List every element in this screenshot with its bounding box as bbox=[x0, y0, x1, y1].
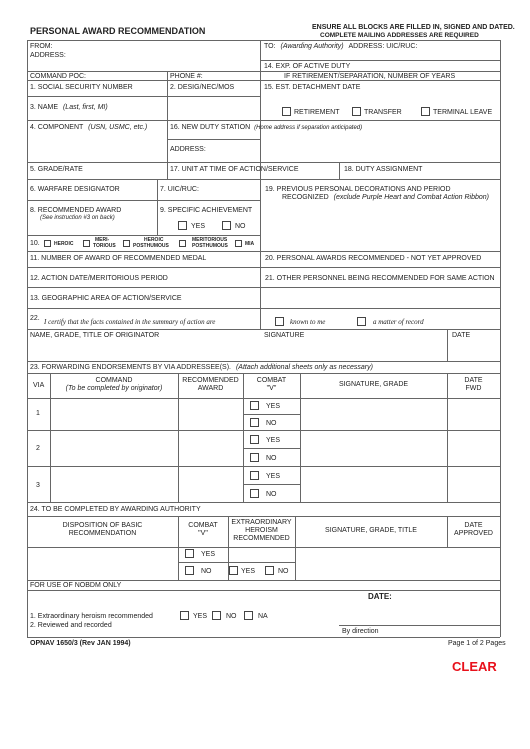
heroic-checkbox[interactable] bbox=[44, 240, 51, 247]
via-number: 2 bbox=[36, 445, 40, 452]
new-duty-address-label: ADDRESS: bbox=[170, 146, 206, 153]
col-recommended: RECOMMENDED bbox=[182, 377, 239, 384]
extraordinary-no-checkbox[interactable] bbox=[265, 566, 274, 575]
geographic-area-label: 13. GEOGRAPHIC AREA OF ACTION/SERVICE bbox=[30, 295, 182, 302]
command-poc-field[interactable] bbox=[84, 72, 166, 79]
mia-label: MIA bbox=[245, 241, 255, 247]
nobdm-na-checkbox[interactable] bbox=[244, 611, 253, 620]
heroic-posthumous-checkbox[interactable] bbox=[123, 240, 130, 247]
authority-combat-no-checkbox[interactable] bbox=[185, 566, 194, 575]
via-number: 3 bbox=[36, 482, 40, 489]
other-personnel-label: 21. OTHER PERSONNEL BEING RECOMMENDED FOR SAME ACTION bbox=[265, 275, 495, 282]
desig-label: 2. DESIG/NEC/MOS bbox=[170, 84, 235, 91]
via2-no-label: NO bbox=[266, 455, 277, 462]
nobdm-no-label: NO bbox=[226, 613, 237, 620]
nobdm-na-label: NA bbox=[258, 613, 268, 620]
via1-yes-checkbox[interactable] bbox=[250, 401, 259, 410]
via3-no-label: NO bbox=[266, 491, 277, 498]
col-combat: COMBAT bbox=[256, 377, 287, 384]
achievement-yes-checkbox[interactable] bbox=[178, 221, 187, 230]
extraordinary-no-label: NO bbox=[278, 568, 289, 575]
command-poc-label: COMMAND POC: bbox=[30, 73, 86, 80]
mia-checkbox[interactable] bbox=[235, 240, 242, 247]
to-field[interactable] bbox=[262, 51, 498, 59]
authority-signature-label: SIGNATURE, GRADE, TITLE bbox=[325, 527, 417, 534]
name-label: 3. NAME (Last, first, MI) bbox=[30, 104, 108, 111]
ssn-label: 1. SOCIAL SECURITY NUMBER bbox=[30, 84, 133, 91]
form-title: PERSONAL AWARD RECOMMENDATION bbox=[30, 26, 206, 36]
achievement-no-checkbox[interactable] bbox=[222, 221, 231, 230]
via2-no-checkbox[interactable] bbox=[250, 453, 259, 462]
heroic-posthumous-label-2: POSTHUMOUS bbox=[133, 243, 169, 249]
award-type-number: 10. bbox=[30, 240, 40, 247]
to-label: TO: (Awarding Authority) ADDRESS: UIC/RUC: bbox=[264, 43, 418, 50]
meritorious-posthumous-checkbox[interactable] bbox=[179, 240, 186, 247]
signature-label: SIGNATURE bbox=[264, 332, 305, 339]
col-fwd: FWD bbox=[465, 385, 482, 392]
endorsements-title: 23. FORWARDING ENDORSEMENTS BY VIA ADDRESSEE(S). (Attach additional sheets only as necessary) bbox=[30, 364, 373, 371]
date-approved-label-2: APPROVED bbox=[454, 530, 493, 537]
pending-awards-label: 20. PERSONAL AWARDS RECOMMENDED - NOT YET APPROVED bbox=[265, 255, 482, 262]
meritorious-short-label-2: TORIOUS bbox=[93, 243, 116, 249]
from-field[interactable] bbox=[70, 42, 256, 68]
extraordinary-label-2: HEROISM bbox=[245, 527, 278, 534]
component-label: 4. COMPONENT (USN, USMC, etc.) bbox=[30, 124, 148, 131]
via3-yes-checkbox[interactable] bbox=[250, 471, 259, 480]
meritorious-short-checkbox[interactable] bbox=[83, 240, 90, 247]
from-address-label: ADDRESS: bbox=[30, 52, 66, 59]
transfer-checkbox[interactable] bbox=[352, 107, 361, 116]
transfer-label: TRANSFER bbox=[364, 109, 402, 116]
unit-label: 17. UNIT AT TIME OF ACTION/SERVICE bbox=[170, 166, 299, 173]
via2-yes-checkbox[interactable] bbox=[250, 435, 259, 444]
retirement-label: RETIREMENT bbox=[294, 109, 340, 116]
recommended-award-label: 8. RECOMMENDED AWARD bbox=[30, 207, 122, 214]
name-field[interactable] bbox=[29, 112, 258, 119]
meritorious-short-label-1: MERI- bbox=[95, 237, 110, 243]
col-via: VIA bbox=[33, 382, 45, 389]
by-direction-label: By direction bbox=[342, 628, 379, 635]
prev-decorations-label-2: RECOGNIZED (exclude Purple Heart and Combat Action Ribbon) bbox=[282, 194, 490, 201]
authority-combat-no-label: NO bbox=[201, 568, 212, 575]
nobdm-item-2: 2. Reviewed and recorded bbox=[30, 622, 112, 629]
authority-combat-label: COMBAT bbox=[188, 522, 218, 529]
nobdm-item-1: 1. Extraordinary heroism recommended bbox=[30, 613, 153, 620]
terminal-leave-checkbox[interactable] bbox=[421, 107, 430, 116]
date-label: DATE bbox=[452, 332, 471, 339]
authority-combat-yes-label: YES bbox=[201, 551, 216, 558]
known-to-me-checkbox[interactable] bbox=[275, 317, 284, 326]
page-indicator: Page 1 of 2 Pages bbox=[448, 640, 506, 647]
terminal-leave-label: TERMINAL LEAVE bbox=[433, 109, 493, 116]
via3-yes-label: YES bbox=[266, 473, 281, 480]
detachment-date-label: 15. EST. DETACHMENT DATE bbox=[264, 84, 361, 91]
col-command-hint: (To be completed by originator) bbox=[65, 385, 163, 392]
via3-no-checkbox[interactable] bbox=[250, 489, 259, 498]
authority-combat-yes-checkbox[interactable] bbox=[185, 549, 194, 558]
nobdm-yes-label: YES bbox=[193, 613, 208, 620]
achievement-no-label: NO bbox=[235, 223, 246, 230]
nobdm-date-label: DATE: bbox=[368, 592, 392, 601]
nobdm-title: FOR USE OF NOBDM ONLY bbox=[30, 582, 122, 589]
matter-of-record-label: a matter of record bbox=[373, 318, 424, 326]
certification-text: I certify that the facts contained in the summary of action are bbox=[44, 318, 216, 326]
heroic-posthumous-label-1: HEROIC bbox=[144, 237, 164, 243]
phone-field[interactable] bbox=[205, 72, 258, 79]
nobdm-no-checkbox[interactable] bbox=[212, 611, 221, 620]
uic-label: 7. UIC/RUC: bbox=[160, 186, 199, 193]
meritorious-posthumous-label-2: POSTHUMOUS bbox=[192, 243, 228, 249]
duty-assignment-label: 18. DUTY ASSIGNMENT bbox=[344, 166, 423, 173]
new-duty-station-label: 16. NEW DUTY STATION (Home address if separation anticipated) bbox=[170, 124, 363, 131]
heroic-label: HEROIC bbox=[54, 241, 74, 247]
header-instruction-1: ENSURE ALL BLOCKS ARE FILLED IN, SIGNED AND DATED. bbox=[312, 24, 515, 31]
warfare-label: 6. WARFARE DESIGNATOR bbox=[30, 186, 120, 193]
authority-combat-v-label: "V" bbox=[198, 530, 208, 537]
form-id: OPNAV 1650/3 (Rev JAN 1994) bbox=[30, 640, 131, 647]
certification-number: 22. bbox=[30, 315, 40, 322]
originator-label: NAME, GRADE, TITLE OF ORIGINATOR bbox=[30, 332, 160, 339]
achievement-yes-label: YES bbox=[191, 223, 206, 230]
specific-achievement-label: 9. SPECIFIC ACHIEVEMENT bbox=[160, 207, 253, 214]
nobdm-yes-checkbox[interactable] bbox=[180, 611, 189, 620]
via1-no-checkbox[interactable] bbox=[250, 418, 259, 427]
header-instruction-2: COMPLETE MAILING ADDRESSES ARE REQUIRED bbox=[320, 32, 479, 39]
extraordinary-label-1: EXTRAORDINARY bbox=[231, 519, 292, 526]
grade-label: 5. GRADE/RATE bbox=[30, 166, 83, 173]
retirement-years-label: IF RETIREMENT/SEPARATION, NUMBER OF YEARS bbox=[284, 73, 456, 80]
authority-title: 24. TO BE COMPLETED BY AWARDING AUTHORITY bbox=[30, 506, 201, 513]
recommended-award-hint: (See instruction #3 on back) bbox=[40, 215, 115, 221]
extraordinary-yes-label: YES bbox=[241, 568, 256, 575]
clear-button[interactable]: CLEAR bbox=[452, 659, 497, 674]
disposition-label-2: RECOMMENDATION bbox=[68, 530, 137, 537]
prev-decorations-label: 19. PREVIOUS PERSONAL DECORATIONS AND PERIOD bbox=[265, 186, 451, 193]
via-number: 1 bbox=[36, 410, 40, 417]
phone-label: PHONE #: bbox=[170, 73, 203, 80]
action-date-label: 12. ACTION DATE/MERITORIOUS PERIOD bbox=[30, 275, 168, 282]
via1-no-label: NO bbox=[266, 420, 277, 427]
col-award: AWARD bbox=[197, 385, 224, 392]
disposition-label-1: DISPOSITION OF BASIC bbox=[62, 522, 143, 529]
from-label: FROM: bbox=[30, 43, 53, 50]
via2-yes-label: YES bbox=[266, 437, 281, 444]
date-approved-label-1: DATE bbox=[464, 522, 483, 529]
col-command: COMMAND bbox=[95, 377, 133, 384]
exp-active-duty-label: 14. EXP. OF ACTIVE DUTY bbox=[264, 63, 351, 70]
retirement-checkbox[interactable] bbox=[282, 107, 291, 116]
number-of-award-label: 11. NUMBER OF AWARD OF RECOMMENDED MEDAL bbox=[30, 255, 207, 262]
via1-yes-label: YES bbox=[266, 403, 281, 410]
extraordinary-yes-checkbox[interactable] bbox=[229, 566, 238, 575]
col-date: DATE bbox=[464, 377, 483, 384]
matter-of-record-checkbox[interactable] bbox=[357, 317, 366, 326]
meritorious-posthumous-label-1: MERITORIOUS bbox=[192, 237, 228, 243]
col-combat-v: "V" bbox=[266, 385, 277, 392]
new-duty-station-field[interactable] bbox=[169, 132, 496, 138]
known-to-me-label: known to me bbox=[290, 318, 326, 326]
extraordinary-label-3: RECOMMENDED bbox=[233, 535, 290, 542]
col-signature-grade: SIGNATURE, GRADE bbox=[338, 381, 409, 388]
